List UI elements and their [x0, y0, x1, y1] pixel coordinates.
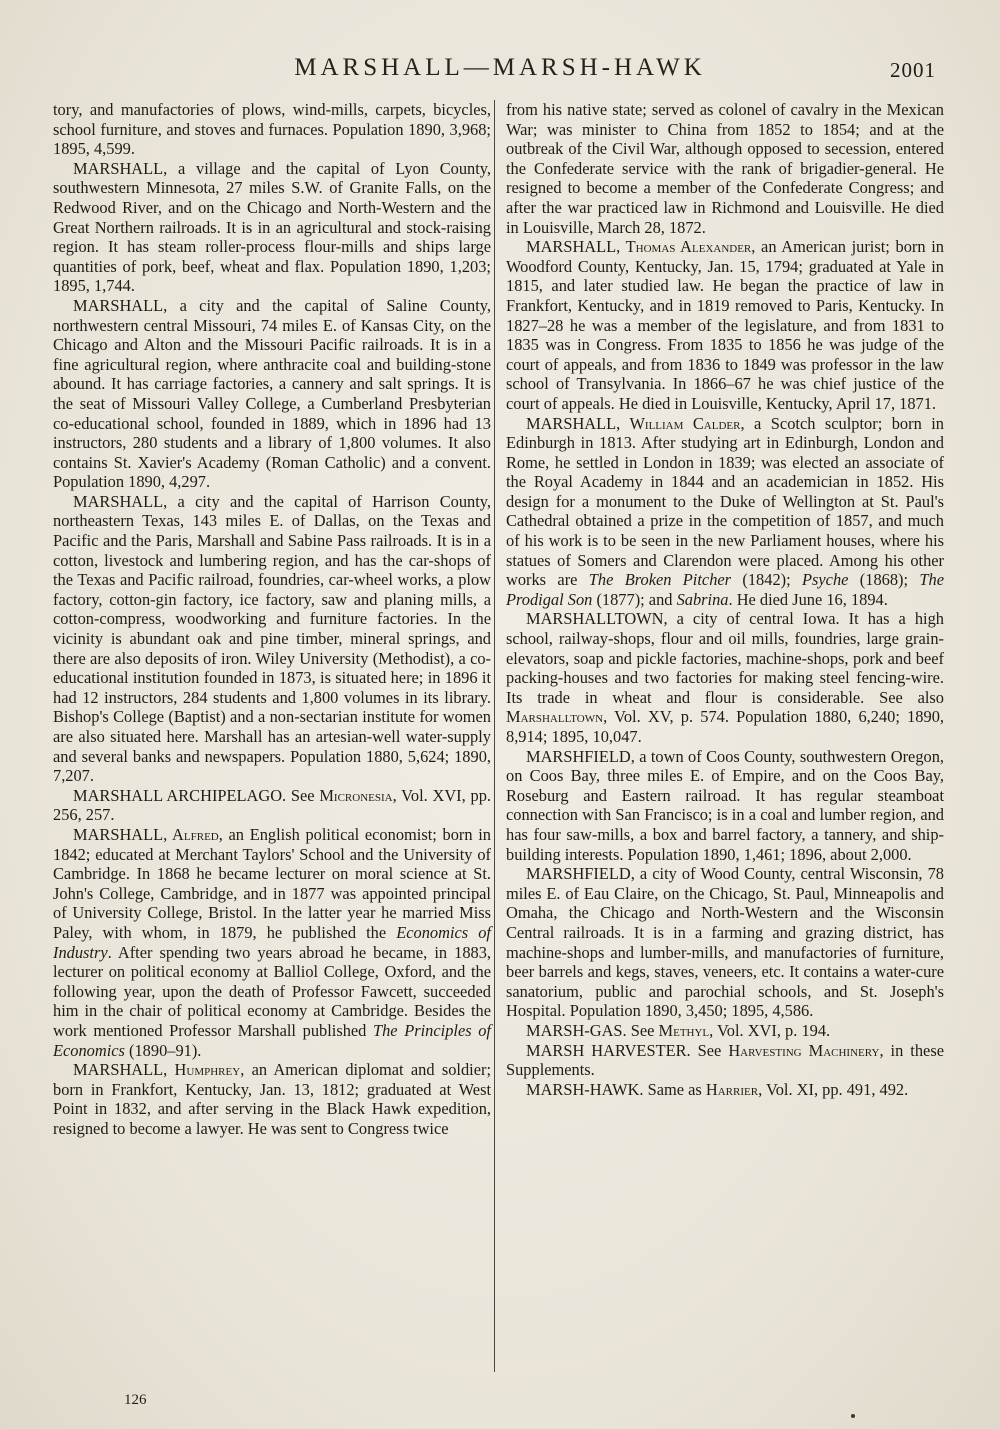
entry-text: See [690, 1040, 729, 1060]
entry-headword: MARSHALL, [73, 824, 168, 844]
entry-text: , Vol. XI, pp. 491, 492. [758, 1079, 909, 1099]
entry-headword: MARSH HARVESTER. [526, 1040, 691, 1060]
entry-forename: Thomas Alexander [620, 237, 752, 257]
left-column [53, 100, 491, 1138]
encyclopedia-entry [53, 159, 491, 296]
entry-headword: MARSHALL, [73, 295, 168, 315]
encyclopedia-entry [53, 296, 491, 492]
encyclopedia-entry [506, 1041, 944, 1080]
encyclopedia-entry [506, 414, 944, 610]
continued-text [506, 100, 944, 237]
entry-text: a city of Wood County, central Wisconsin, 78 miles E. of Eau Claire, on the Chicago, St. Paul, Minneapolis and Omaha, the Chicago and North-Western and the Wisconsin Central railroads. It is in a farming and grazing district, has machine-shops and lumber-mills, and manufactories of furniture, beer barrels and kegs, staves, veneers, etc. It contains a water-cure sanatorium, public and parochial schools, and St. Joseph's Hospital. Population 1890, 3,450; 1895, 4,586. [506, 864, 944, 1021]
entry-headword: MARSHFIELD, [526, 864, 635, 884]
work-title: The Principles of Economics [53, 1020, 491, 1060]
entry-text: , Vol. XVI, pp. 256, 257. [53, 785, 491, 825]
right-column [506, 100, 944, 1099]
entry-text: (1877); and [592, 589, 677, 609]
entry-headword: MARSHFIELD, [526, 746, 635, 766]
page-title: MARSHALL—MARSH-HAWK [294, 54, 706, 81]
cross-reference: Micronesia [319, 785, 393, 805]
entry-headword: MARSHALLTOWN, [526, 609, 668, 629]
encyclopedia-entry [506, 1080, 944, 1100]
entry-text: a town of Coos County, southwestern Oregon, on Coos Bay, three miles E. of Empire, and on the Coos Bay, Roseburg and Eastern railroad. It has regular steamboat connection with San Francisco; is in a coal and lumber region, and has four saw-mills, a box and barrel factory, a tannery, and ship-building interests. Population 1890, 1,461; 1896, about 2,000. [506, 746, 944, 864]
entry-text: (1890–91). [124, 1040, 202, 1060]
entry-text: See [286, 785, 320, 805]
entry-headword: MARSH-HAWK. [526, 1079, 644, 1099]
folio: 126 [124, 1392, 147, 1408]
entry-text: Same as [643, 1079, 706, 1099]
entry-text: , a Scotch sculptor; born in Edinburgh in 1813. After studying art in Edinburgh, London and Rome, he settled in London in 1839; was elected an associate of the Royal Academy in 1844 and an academician in 1852. His design for a monument to the Duke of Wellington at St. Paul's Cathedral obtained a prize in the competition of 1857, and much of his work is to be seen in the new Parliament houses, where his statues of Somers and Clarendon were placed. Among his other works are [506, 413, 944, 590]
encyclopedia-entry [506, 864, 944, 1021]
entry-headword: MARSHALL, [526, 413, 621, 433]
entry-text: . He died June 16, 1894. [728, 589, 888, 609]
entry-headword: MARSH-GAS. [526, 1020, 627, 1040]
encyclopedia-entry [506, 609, 944, 746]
entry-text: , an English political economist; born in 1842; educated at Merchant Taylors' School and the University of Cambridge. In 1868 he became lecturer on moral science at St. John's College, Cambridge, and in 1877 was appointed principal of University College, Bristol. In the latter year he married Miss Paley, with whom, in 1879, he published the [53, 824, 491, 942]
entry-headword: MARSHALL, [73, 1060, 168, 1080]
cross-reference: Marshalltown [506, 707, 604, 727]
encyclopedia-entry [53, 825, 491, 1060]
entry-text: , in these Supplements. [506, 1040, 944, 1080]
entry-forename: Alfred [167, 824, 219, 844]
entry-text: (1842); [731, 570, 803, 590]
entry-text: from his native state; served as colonel of cavalry in the Mexican War; was minister to China from 1852 to 1854; and at the outbreak of the Civil War, although opposed to secession, entered the Confederate service with the rank of brigadier-general. He resigned to become a member of the Confederate Congress; and after the war practiced law in Richmond and Louisville. He died in Louisville, March 28, 1872. [506, 100, 944, 237]
encyclopedia-entry [506, 1021, 944, 1041]
cross-reference: Methyl [658, 1020, 710, 1040]
entry-forename: Humphrey [167, 1060, 241, 1080]
entry-text: tory, and manufactories of plows, wind-mills, carpets, bicycles, school furniture, and stoves and furnaces. Population 1890, 3,968; 1895, 4,599. [53, 100, 491, 159]
page-number: 2001 [890, 58, 936, 82]
entry-text: a city of central Iowa. It has a high school, railway-shops, flour and oil mills, foundries, large grain-elevators, soap and pickle factories, machine-shops, pork and beef packing-houses and two factories for making steel fencing-wire. Its trade in wheat and flour is considerable. See also [506, 609, 944, 707]
entry-headword: MARSHALL, [526, 237, 621, 257]
entry-text: See [626, 1020, 659, 1040]
entry-text: a village and the capital of Lyon County, southwestern Minnesota, 27 miles S.W. of Granite Falls, on the Redwood River, and on the Chicago and North-Western and the Great Northern railroads. It is in an agricultural and stock-raising region. It has steam roller-process flour-mills and ships large quantities of pork, beef, wheat and flax. Population 1890, 1,203; 1895, 1,744. [53, 158, 491, 296]
entry-forename: William Calder [620, 413, 741, 433]
running-head [0, 54, 1000, 88]
encyclopedia-entry [506, 237, 944, 413]
entry-text: , an American diplomat and soldier; born in Frankfort, Kentucky, Jan. 13, 1812; graduated at West Point in 1832, and after serving in the Black Hawk expedition, resigned to become a lawyer. He was sent to Congress twice [53, 1060, 491, 1138]
continued-text [53, 100, 491, 159]
work-title: Sabrina [676, 589, 729, 609]
work-title: Psyche [802, 570, 849, 590]
work-title: The Prodigal Son [506, 570, 944, 609]
entry-text: , Vol. XV, p. 574. Population 1880, 6,240; 1890, 8,914; 1895, 10,047. [506, 707, 944, 746]
entry-text: a city and the capital of Saline County, northwestern central Missouri, 74 miles E. of Kansas City, on the Chicago and Alton and the Missouri Pacific railroads. It is in a fine agricultural region, where anthracite coal and building-stone abound. It has carriage factories, a cannery and salt springs. It is the seat of Missouri Valley College, a Cumberland Presbyterian co-educational school, founded in 1889, which in 1896 had 13 instructors, 280 students and a library of 1,800 volumes. It also contains St. Xavier's Academy (Roman Catholic) and a convent. Population 1890, 4,297. [53, 295, 491, 492]
entry-headword: MARSHALL, [73, 158, 168, 178]
work-title: Economics of Industry [53, 922, 491, 962]
entry-text: . After spending two years abroad he became, in 1883, lecturer on political economy at Balliol College, Oxford, and the following year, upon the death of Professor Fawcett, succeeded him in the chair of political economy at Cambridge. Besides the work mentioned Professor Marshall published [53, 942, 491, 1040]
encyclopedia-entry [53, 786, 491, 825]
entry-text: (1868); [848, 570, 920, 590]
entry-headword: MARSHALL ARCHIPELAGO. [73, 785, 287, 805]
column-divider [494, 100, 495, 1372]
entry-text: , an American jurist; born in Woodford County, Kentucky, Jan. 15, 1794; graduated at Yale in 1815, and later studied law. He began the practice of law in Frankfort, Kentucky, and in 1819 removed to Paris, Kentucky. In 1827–28 he was a member of the legislature, and from 1831 to 1835 was in Congress. From 1835 to 1856 he was judge of the court of appeals, and from 1836 to 1849 was professor in the law school of Transylvania. In 1866–67 he was chief justice of the court of appeals. He died in Louisville, Kentucky, April 17, 1871. [506, 237, 945, 413]
speck-mark [851, 1414, 855, 1418]
encyclopedia-entry [506, 747, 944, 865]
work-title: The Broken Pitcher [588, 570, 732, 590]
entry-headword: MARSHALL, [73, 491, 168, 511]
entry-text: a city and the capital of Harrison County, northeastern Texas, 143 miles E. of Dallas, on the Texas and Pacific and the Paris, Marshall and Sabine Pass railroads. It is in a cotton, livestock and lumbering region, and has the car-shops of the Texas and Pacific railroad, foundries, car-wheel works, a plow factory, cotton-gin factory, ice factory, saw and planing mills, a cotton-compress, woodworking and furniture factories. In the vicinity is abundant oak and pine timber, mineral springs, and there are also deposits of iron. Wiley University (Methodist), a co-educational institution founded in 1873, is situated here; in 1896 it had 12 instructors, 284 students and 1,800 volumes in its library. Bishop's College (Baptist) and a non-sectarian institute for women are also situated here. Marshall has an artesian-well water-supply and several banks and newspapers. Population 1880, 5,624; 1890, 7,207. [53, 491, 491, 786]
encyclopedia-entry [53, 1060, 491, 1138]
cross-reference: Harrier [705, 1079, 759, 1099]
cross-reference: Harvesting Machinery [728, 1040, 880, 1060]
entry-text: , Vol. XVI, p. 194. [709, 1020, 831, 1040]
encyclopedia-entry [53, 492, 491, 786]
